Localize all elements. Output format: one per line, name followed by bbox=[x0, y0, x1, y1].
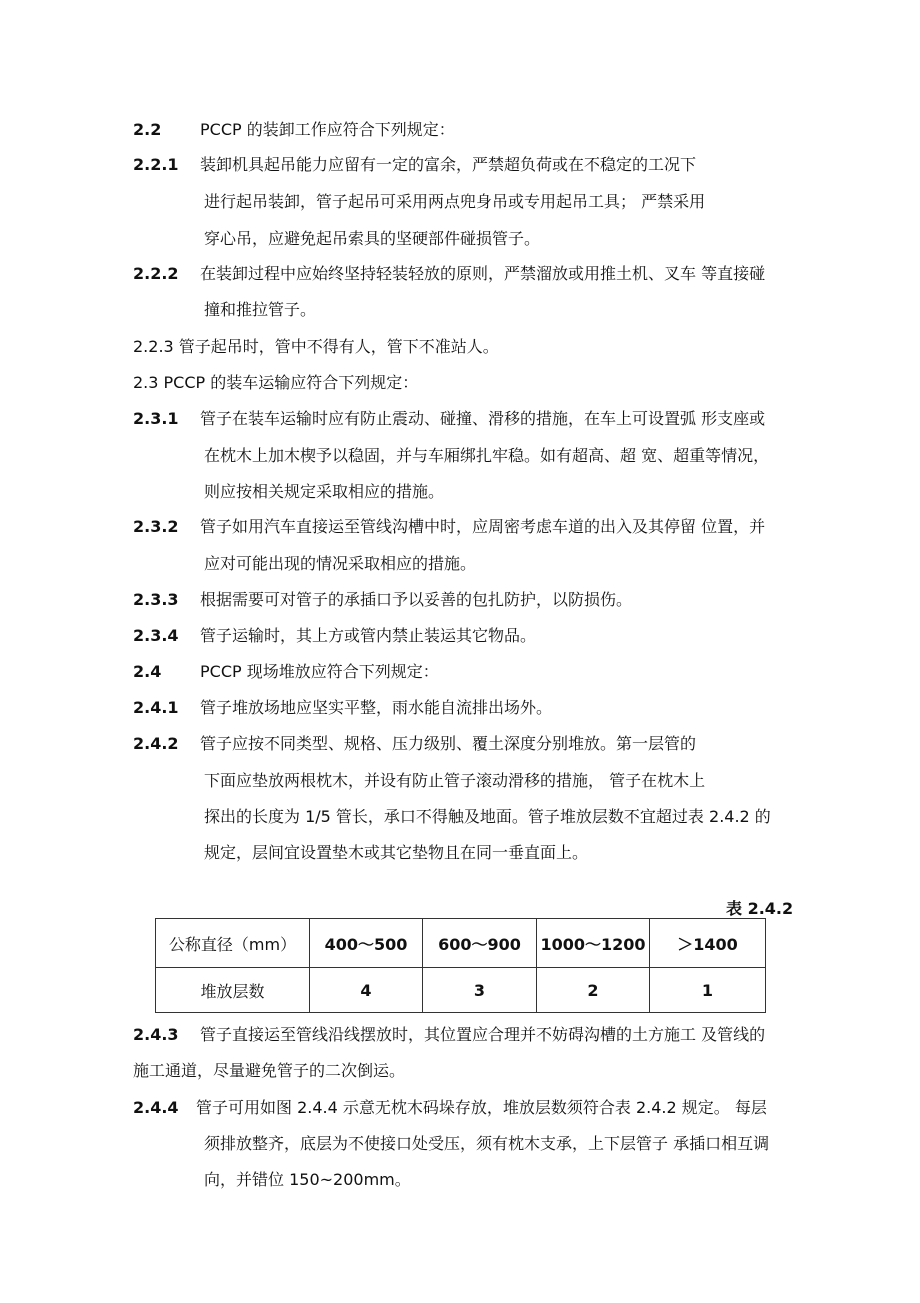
clause-text: 装卸机具起吊能力应留有一定的富余，严禁超负荷或在不稳定的工况下 bbox=[200, 155, 697, 174]
clause-text: 2.2.3 管子起吊时，管中不得有人，管下不准站人。 bbox=[133, 337, 499, 356]
clause-number: 2.3.1 bbox=[133, 409, 179, 428]
clause-text: 管子直接运至管线沿线摆放时，其位置应合理并不妨碍沟槽的土方施工 及管线的 bbox=[200, 1025, 766, 1044]
header-cell: 公称直径（mm） bbox=[156, 919, 310, 968]
clause-text: 根据需要可对管子的承插口予以妥善的包扎防护，以防损伤。 bbox=[200, 590, 633, 609]
table-row bbox=[156, 919, 766, 968]
clause-text: 管子应按不同类型、规格、压力级别、覆土深度分别堆放。第一层管的 bbox=[200, 734, 697, 753]
clause-number: 2.3.2 bbox=[133, 517, 179, 536]
clause-text: 管子堆放场地应坚实平整，雨水能自流排出场外。 bbox=[200, 698, 553, 717]
clause-2-2-2 bbox=[133, 264, 766, 284]
value-cell: 1 bbox=[650, 968, 766, 1013]
clause-number: 2.4.2 bbox=[133, 734, 179, 753]
clause-number: 2.3.3 bbox=[133, 590, 179, 609]
clause-line: 穿心吊，应避免起吊索具的坚硬部件碰损管子。 bbox=[204, 229, 541, 248]
clause-text: 管子可用如图 2.4.4 示意无枕木码垛存放，堆放层数须符合表 2.4.2 规定。 每层 bbox=[196, 1098, 767, 1117]
clause-text: 2.3 PCCP 的装车运输应符合下列规定： bbox=[133, 373, 419, 392]
clause-2-4-3 bbox=[133, 1025, 766, 1045]
clause-2-4-4 bbox=[133, 1098, 767, 1118]
clause-line: 规定，层间宜设置垫木或其它垫物且在同一垂直面上。 bbox=[204, 843, 589, 862]
header-cell: 400～500 bbox=[310, 919, 423, 968]
clause-text: 管子运输时，其上方或管内禁止装运其它物品。 bbox=[200, 626, 537, 645]
header-cell: ＞1400 bbox=[650, 919, 766, 968]
clause-line: 须排放整齐，底层为不使接口处受压，须有枕木支承，上下层管子 承插口相互调 bbox=[204, 1134, 770, 1153]
clause-number: 2.4.4 bbox=[133, 1098, 179, 1117]
clause-text: 管子在装车运输时应有防止震动、碰撞、滑移的措施，在车上可设置弧 形支座或 bbox=[200, 409, 766, 428]
clause-line: 进行起吊装卸，管子起吊可采用两点兜身吊或专用起吊工具； 严禁采用 bbox=[204, 192, 706, 211]
clause-2-3 bbox=[133, 373, 418, 393]
header-cell: 1000～1200 bbox=[537, 919, 650, 968]
clause-line: 向，并错位 150~200mm。 bbox=[204, 1170, 411, 1189]
clause-line: 在枕木上加木楔予以稳固，并与车厢绑扎牢稳。如有超高、超 宽、超重等情况， bbox=[204, 446, 770, 465]
row-label-cell: 堆放层数 bbox=[156, 968, 310, 1013]
clause-number: 2.2 bbox=[133, 120, 162, 139]
clause-number: 2.4.3 bbox=[133, 1025, 179, 1044]
clause-line: 撞和推拉管子。 bbox=[204, 300, 317, 319]
value-cell: 4 bbox=[310, 968, 423, 1013]
value-cell: 3 bbox=[423, 968, 537, 1013]
clause-2-3-4 bbox=[133, 626, 537, 646]
clause-2-3-3 bbox=[133, 590, 633, 610]
clause-text: 管子如用汽车直接运至管线沟槽中时，应周密考虑车道的出入及其停留 位置，并 bbox=[200, 517, 766, 536]
clause-line: 应对可能出现的情况采取相应的措施。 bbox=[204, 554, 477, 573]
clause-number: 2.3.4 bbox=[133, 626, 179, 645]
clause-2-4-1 bbox=[133, 698, 553, 718]
clause-line: 探出的长度为 1/5 管长，承口不得触及地面。管子堆放层数不宜超过表 2.4.2 的 bbox=[204, 807, 771, 826]
clause-text: PCCP 的装卸工作应符合下列规定： bbox=[200, 120, 455, 139]
table-row bbox=[156, 968, 766, 1013]
stacking-table bbox=[155, 918, 766, 1013]
clause-number: 2.4 bbox=[133, 662, 162, 681]
clause-number: 2.2.2 bbox=[133, 264, 179, 283]
clause-number: 2.4.1 bbox=[133, 698, 179, 717]
clause-2-4-2 bbox=[133, 734, 697, 754]
clause-2-3-2 bbox=[133, 517, 766, 537]
clause-line: 施工通道，尽量避免管子的二次倒运。 bbox=[133, 1061, 406, 1080]
clause-2-2-1 bbox=[133, 155, 697, 175]
header-cell: 600～900 bbox=[423, 919, 537, 968]
clause-2-3-1 bbox=[133, 409, 766, 429]
clause-2-2-3 bbox=[133, 337, 499, 357]
clause-line: 则应按相关规定采取相应的措施。 bbox=[204, 482, 445, 501]
clause-number: 2.2.1 bbox=[133, 155, 179, 174]
clause-2-2 bbox=[133, 120, 455, 140]
clause-text: 在装卸过程中应始终坚持轻装轻放的原则，严禁溜放或用推土机、叉车 等直接碰 bbox=[200, 264, 766, 283]
clause-text: PCCP 现场堆放应符合下列规定： bbox=[200, 662, 439, 681]
clause-line: 下面应垫放两根枕木，并设有防止管子滚动滑移的措施， 管子在枕木上 bbox=[204, 771, 706, 790]
table-caption: 表 2.4.2 bbox=[726, 899, 794, 918]
clause-2-4 bbox=[133, 662, 439, 682]
value-cell: 2 bbox=[537, 968, 650, 1013]
